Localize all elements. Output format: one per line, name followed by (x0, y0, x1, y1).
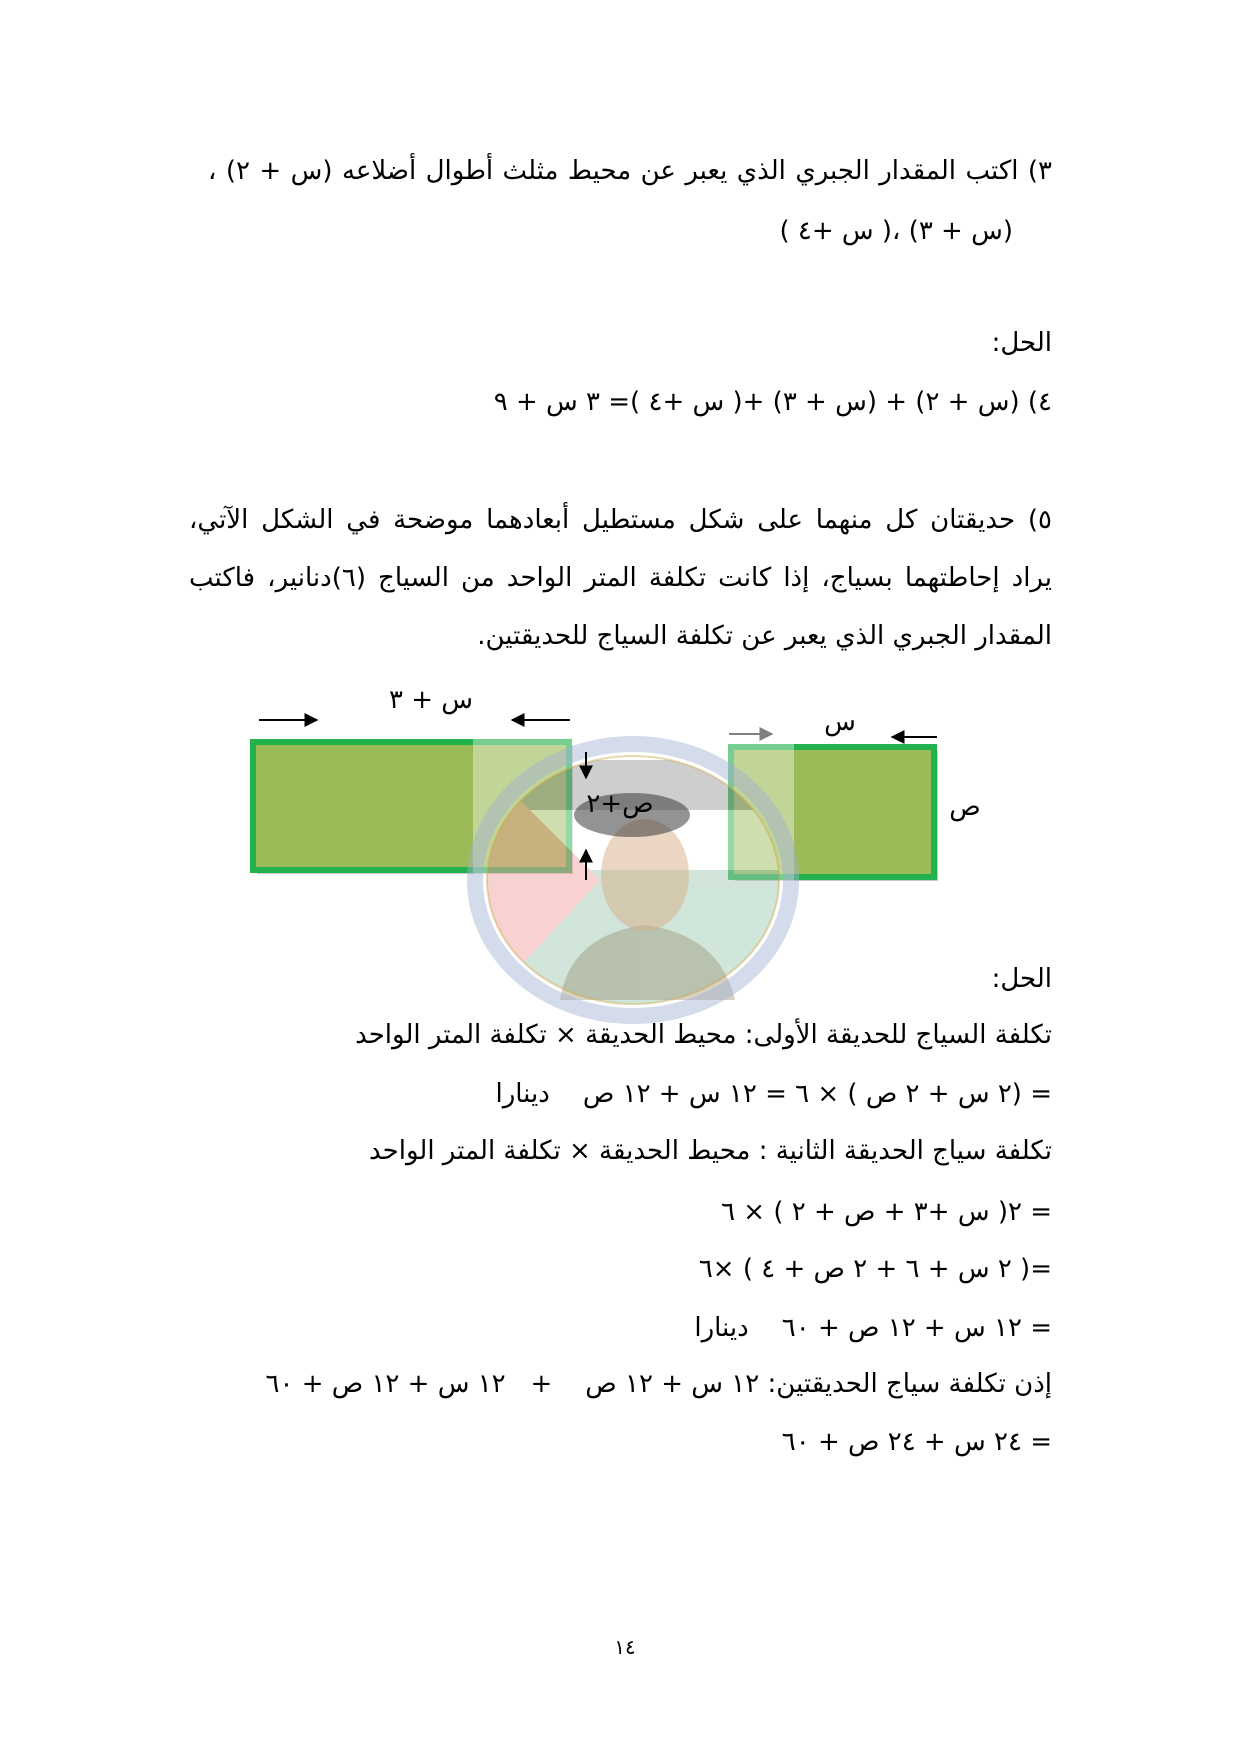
garden-2-height-label: ص (949, 792, 981, 822)
solution-5-line: تكلفة السياج للحديقة الأولى: محيط الحديقة × تكلفة المتر الواحد (355, 1020, 1052, 1050)
solution-5-line: = ٢( س +٣ + ص + ٢ ) × ٦ (721, 1197, 1052, 1227)
question-3-line-1: ٣) اكتب المقدار الجبري الذي يعبر عن محيط مثلث أطوال أضلاعه (س + ٢) ، (208, 156, 1052, 186)
question-5-line-3: المقدار الجبري الذي يعبر عن تكلفة السياج للحديقتين. (477, 621, 1052, 651)
solution-5-line: = ١٢ س + ١٢ ص + ٦٠ دينارا (694, 1313, 1052, 1343)
solution-5-line: تكلفة سياج الحديقة الثانية : محيط الحديقة × تكلفة المتر الواحد (369, 1136, 1052, 1166)
solution-3-label: الحل: (991, 328, 1052, 358)
solution-5-label: الحل: (991, 964, 1052, 994)
garden-1-height-label: ص+٢ (586, 789, 654, 819)
question-3-line-2: (س + ٣) ،( س +٤ ) (779, 216, 1013, 246)
garden-1-width-label: س + ٣ (388, 685, 474, 715)
solution-3-answer: ٤) (س + ٢) + (س + ٣) +( س +٤ )= ٣ س + ٩ (493, 387, 1052, 417)
gardens-figure (0, 660, 1240, 1040)
watermark-seal (473, 737, 794, 1020)
solution-5-line: = ٢٤ س + ٢٤ ص + ٦٠ (781, 1427, 1052, 1457)
solution-5-line: إذن تكلفة سياج الحديقتين: ١٢ س + ١٢ ص + ١٢ س + ١٢ ص + ٦٠ (265, 1369, 1052, 1399)
page-number: ١٤ (614, 1635, 636, 1659)
garden-2-width-label: س (824, 707, 856, 737)
solution-5-line: =( ٢ س + ٦ + ٢ ص + ٤ ) ×٦ (698, 1254, 1052, 1284)
solution-5-line: = (٢ س + ٢ ص ) × ٦ = ١٢ س + ١٢ ص دينارا (495, 1079, 1052, 1109)
question-5-line-1: ٥) حديقتان كل منهما على شكل مستطيل أبعادهما موضحة في الشكل الآتي، (189, 505, 1052, 535)
question-5-line-2: يراد إحاطتهما بسياج، إذا كانت تكلفة المتر الواحد من السياج (٦)دنانير، فاكتب (189, 563, 1052, 593)
